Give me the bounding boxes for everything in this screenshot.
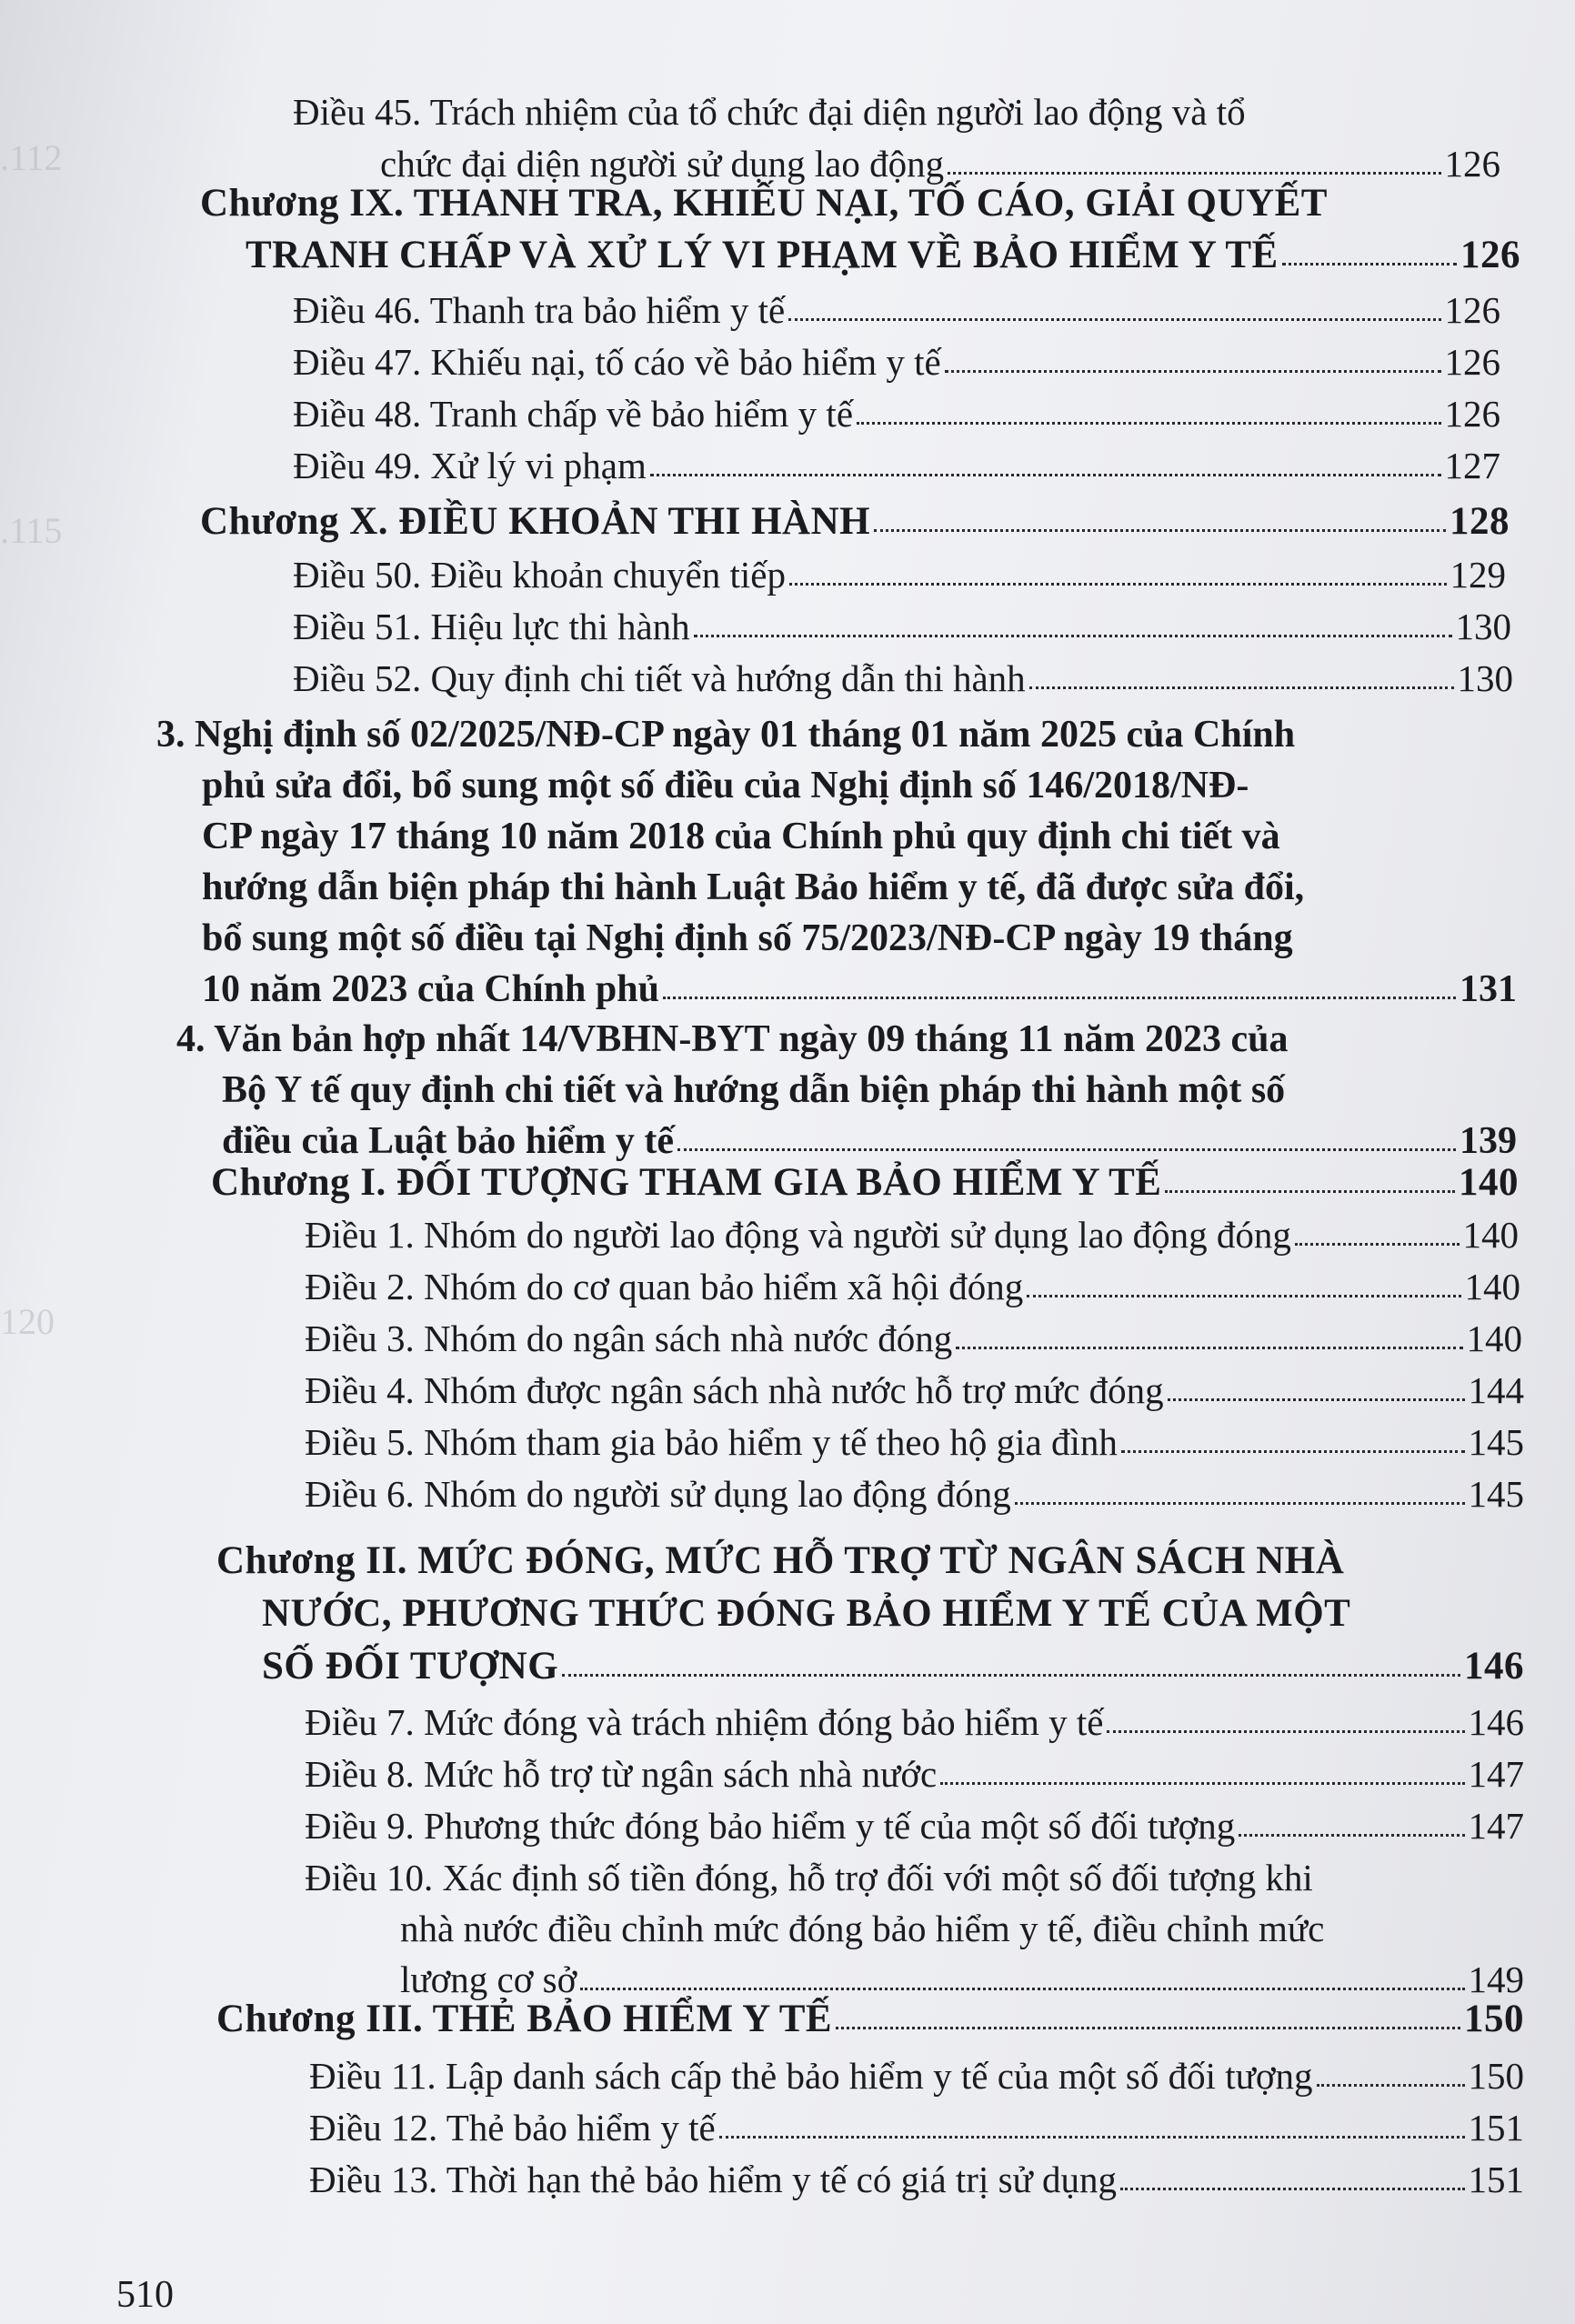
toc-article-entry xyxy=(309,2050,1524,2102)
toc-entry-text: Điều 12. Thẻ bảo hiểm y tế xyxy=(309,2107,716,2149)
toc-page-number: 126 xyxy=(1444,341,1500,383)
toc-page-number: 127 xyxy=(1444,445,1500,486)
toc-entry-text: Điều 3. Nhóm do ngân sách nhà nước đóng xyxy=(305,1317,953,1359)
toc-article-entry xyxy=(305,1261,1520,1313)
toc-article-entry xyxy=(305,1417,1524,1468)
toc-entry-text: bổ sung một số điều tại Nghị định số 75/2023/NĐ-CP ngày 19 tháng xyxy=(202,917,1293,959)
toc-article-entry xyxy=(305,1852,1524,2005)
toc-entry-text: lương cơ sở xyxy=(400,1958,577,2000)
toc-article-entry xyxy=(293,86,1500,190)
toc-page-number: 126 xyxy=(1460,234,1520,276)
toc-page-number: 140 xyxy=(1466,1317,1522,1359)
toc-page-number: 126 xyxy=(1444,143,1500,185)
toc-entry-text: Điều 45. Trách nhiệm của tổ chức đại diện người lao động và tổ xyxy=(293,91,1246,133)
toc-entry-text: Điều 11. Lập danh sách cấp thẻ bảo hiểm y tế của một số đối tượng xyxy=(309,2055,1313,2097)
leader-dots xyxy=(694,635,1452,637)
leader-dots xyxy=(1239,1834,1464,1837)
toc-article-entry xyxy=(305,1697,1524,1748)
toc-entry-text: Điều 13. Thời hạn thẻ bảo hiểm y tế có giá trị sử dụng xyxy=(309,2159,1118,2200)
toc-document-entry xyxy=(156,709,1517,1015)
toc-article-entry xyxy=(293,549,1506,601)
toc-entry-text: Điều 49. Xử lý vi phạm xyxy=(293,445,647,486)
toc-entry-text: Điều 50. Điều khoản chuyển tiếp xyxy=(293,554,786,596)
leader-dots xyxy=(1029,686,1454,689)
toc-article-entry xyxy=(293,601,1511,653)
toc-page-number: 130 xyxy=(1455,606,1511,647)
bleed-through: 120 xyxy=(0,1301,55,1342)
toc-page-number: 149 xyxy=(1468,1958,1524,2000)
toc-entry-text: NƯỚC, PHƯƠNG THỨC ĐÓNG BẢO HIỂM Y TẾ CỦA MỘT xyxy=(262,1592,1351,1635)
toc-entry-text: Chương IX. THANH TRA, KHIẾU NẠI, TỐ CÁO, GIẢI QUYẾT xyxy=(200,182,1328,225)
toc-article-entry xyxy=(309,2154,1524,2206)
toc-article-entry xyxy=(305,1365,1524,1417)
toc-page-number: 150 xyxy=(1464,1998,1524,2040)
toc-entry-text: Điều 46. Thanh tra bảo hiểm y tế xyxy=(293,289,786,331)
toc-entry-text: Điều 7. Mức đóng và trách nhiệm đóng bảo hiểm y tế xyxy=(305,1701,1104,1743)
toc-entry-text: 4. Văn bản hợp nhất 14/VBHN-BYT ngày 09 tháng 11 năm 2023 của xyxy=(176,1018,1289,1060)
leader-dots xyxy=(1121,1450,1465,1453)
toc-page-number: 140 xyxy=(1464,1266,1520,1307)
toc-page-number: 146 xyxy=(1468,1701,1524,1743)
leader-dots xyxy=(956,1347,1462,1349)
bleed-through: .115 xyxy=(0,510,63,551)
toc-chapter-entry xyxy=(211,1157,1519,1208)
toc-entry-text: Chương I. ĐỐI TƯỢNG THAM GIA BẢO HIỂM Y TẾ xyxy=(211,1161,1162,1204)
leader-dots xyxy=(1282,263,1457,265)
toc-page-number: 130 xyxy=(1457,657,1513,699)
leader-dots xyxy=(562,1674,1460,1677)
leader-dots xyxy=(874,529,1446,532)
toc-chapter-entry xyxy=(200,496,1510,547)
leader-dots xyxy=(1317,2084,1465,2087)
page-number: 510 xyxy=(116,2274,174,2316)
toc-entry-text: Điều 52. Quy định chi tiết và hướng dẫn thi hành xyxy=(293,657,1026,699)
toc-page-number: 131 xyxy=(1460,968,1517,1010)
toc-entry-text: 3. Nghị định số 02/2025/NĐ-CP ngày 01 tháng 01 năm 2025 của Chính xyxy=(156,714,1296,756)
toc-page-number: 126 xyxy=(1444,289,1500,331)
leader-dots xyxy=(945,370,1441,373)
toc-entry-text: chức đại diện người sử dụng lao động xyxy=(380,143,945,185)
toc-entry-text: Điều 51. Hiệu lực thi hành xyxy=(293,606,690,647)
toc-page-number: 151 xyxy=(1468,2107,1524,2149)
toc-entry-text: 10 năm 2023 của Chính phủ xyxy=(202,968,659,1010)
toc-entry-text: Điều 4. Nhóm được ngân sách nhà nước hỗ trợ mức đóng xyxy=(305,1369,1164,1411)
toc-page-number: 129 xyxy=(1450,554,1506,596)
toc-entry-text: điều của Luật bảo hiểm y tế xyxy=(222,1120,675,1162)
toc-chapter-entry xyxy=(200,177,1520,281)
toc-page-number: 151 xyxy=(1468,2159,1524,2200)
toc-page-number: 145 xyxy=(1468,1421,1524,1463)
toc-entry-text: CP ngày 17 tháng 10 năm 2018 của Chính phủ quy định chi tiết và xyxy=(202,816,1280,857)
toc-entry-text: Chương III. THẺ BẢO HIỂM Y TẾ xyxy=(216,1998,833,2040)
toc-page-number: 128 xyxy=(1450,500,1510,543)
toc-page-number: 139 xyxy=(1460,1120,1517,1162)
toc-article-entry xyxy=(305,1800,1524,1852)
toc-entry-text: hướng dẫn biện pháp thi hành Luật Bảo hiểm y tế, đã được sửa đổi, xyxy=(202,866,1305,908)
toc-article-entry xyxy=(305,1748,1524,1800)
toc-entry-text: Chương II. MỨC ĐÓNG, MỨC HỖ TRỢ TỪ NGÂN SÁCH NHÀ xyxy=(216,1539,1345,1582)
toc-article-entry xyxy=(293,440,1500,492)
leader-dots xyxy=(719,2136,1465,2139)
leader-dots xyxy=(1165,1190,1455,1193)
toc-entry-text: Điều 48. Tranh chấp về bảo hiểm y tế xyxy=(293,393,854,435)
leader-dots xyxy=(663,997,1456,999)
bleed-through: .112 xyxy=(0,137,63,178)
toc-article-entry xyxy=(293,285,1500,336)
toc-document-entry xyxy=(176,1014,1517,1167)
leader-dots xyxy=(857,422,1440,425)
leader-dots xyxy=(1015,1502,1465,1505)
leader-dots xyxy=(677,1148,1456,1151)
toc-page-number: 140 xyxy=(1462,1214,1519,1256)
leader-dots xyxy=(836,2027,1460,2029)
toc-article-entry xyxy=(293,388,1500,440)
toc-entry-text: TRANH CHẤP VÀ XỬ LÝ VI PHẠM VỀ BẢO HIỂM Y TẾ xyxy=(246,234,1279,276)
toc-entry-text: Điều 1. Nhóm do người lao động và người sử dụng lao động đóng xyxy=(305,1214,1291,1256)
toc-entry-text: Chương X. ĐIỀU KHOẢN THI HÀNH xyxy=(200,500,871,543)
toc-entry-text: Điều 10. Xác định số tiền đóng, hỗ trợ đối với một số đối tượng khi xyxy=(305,1857,1313,1898)
leader-dots xyxy=(1107,1730,1464,1733)
leader-dots xyxy=(940,1782,1464,1785)
toc-article-entry xyxy=(293,336,1500,388)
leader-dots xyxy=(1120,2188,1464,2190)
toc-page-number: 126 xyxy=(1444,393,1500,435)
toc-entry-text: Bộ Y tế quy định chi tiết và hướng dẫn biện pháp thi hành một số xyxy=(222,1069,1286,1111)
toc-entry-text: Điều 47. Khiếu nại, tố cáo về bảo hiểm y tế xyxy=(293,341,941,383)
toc-chapter-entry xyxy=(216,1535,1524,1693)
toc-page-number: 147 xyxy=(1468,1805,1524,1847)
toc-page-number: 144 xyxy=(1468,1369,1524,1411)
leader-dots xyxy=(789,583,1447,586)
toc-article-entry xyxy=(305,1313,1522,1365)
toc-chapter-entry xyxy=(216,1993,1524,2046)
leader-dots xyxy=(580,1988,1464,1990)
toc-entry-text: Điều 8. Mức hỗ trợ từ ngân sách nhà nước xyxy=(305,1753,938,1795)
leader-dots xyxy=(1168,1398,1465,1401)
toc-page-number: 150 xyxy=(1468,2055,1524,2097)
leader-dots xyxy=(788,318,1440,321)
toc-article-entry xyxy=(305,1209,1519,1261)
toc-entry-text: SỐ ĐỐI TƯỢNG xyxy=(262,1645,559,1688)
toc-entry-text: Điều 9. Phương thức đóng bảo hiểm y tế của một số đối tượng xyxy=(305,1805,1236,1847)
toc-page-number: 146 xyxy=(1464,1645,1524,1688)
leader-dots xyxy=(1295,1243,1460,1246)
toc-article-entry xyxy=(309,2102,1524,2154)
toc-entry-text: phủ sửa đổi, bổ sung một số điều của Nghị định số 146/2018/NĐ- xyxy=(202,765,1249,806)
toc-entry-text: nhà nước điều chỉnh mức đóng bảo hiểm y tế, điều chỉnh mức xyxy=(400,1908,1325,1949)
toc-article-entry xyxy=(305,1468,1524,1520)
leader-dots xyxy=(650,474,1441,476)
toc-page-number: 140 xyxy=(1459,1161,1519,1204)
toc-entry-text: Điều 5. Nhóm tham gia bảo hiểm y tế theo hộ gia đình xyxy=(305,1421,1118,1463)
toc-article-entry xyxy=(293,653,1513,705)
toc-entry-text: Điều 2. Nhóm do cơ quan bảo hiểm xã hội đóng xyxy=(305,1266,1024,1307)
toc-entry-text: Điều 6. Nhóm do người sử dụng lao động đóng xyxy=(305,1473,1011,1515)
toc-page-number: 147 xyxy=(1468,1753,1524,1795)
leader-dots xyxy=(1027,1295,1460,1297)
leader-dots xyxy=(948,172,1440,175)
toc-page-number: 145 xyxy=(1468,1473,1524,1515)
